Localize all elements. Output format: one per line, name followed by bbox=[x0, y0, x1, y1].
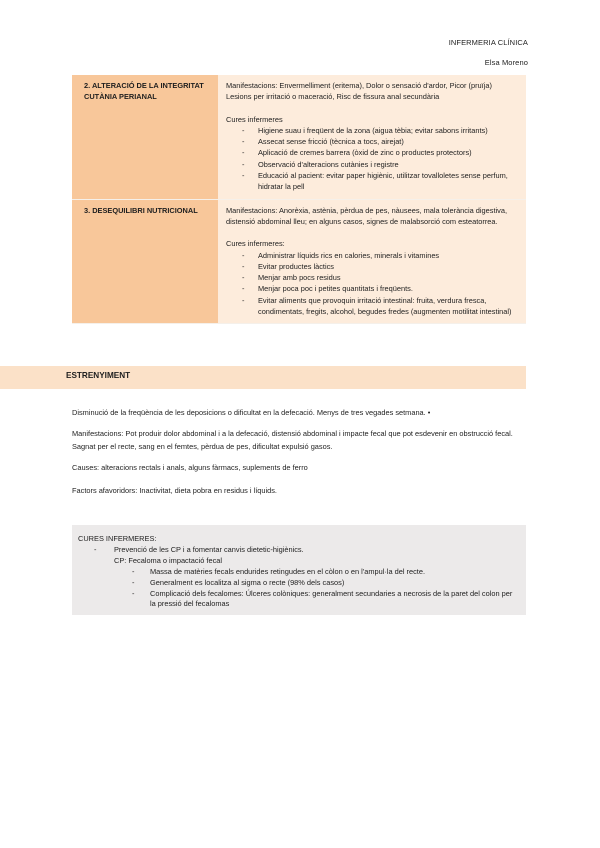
list-item: - Assecat sense fricció (tècnica a tocs, airejat) bbox=[258, 136, 518, 147]
manifestations-text: Manifestacions: Envermelliment (eritema), Dolor o sensació d'ardor, Picor (pruïja) Lesions per irritació o maceració, Risc de fissura anal secundària bbox=[226, 81, 492, 102]
diagnosis-label: 3. DESEQUILIBRI NUTRICIONAL bbox=[84, 205, 198, 215]
list-item: - Higiene suau i freqüent de la zona (aigua tèbia; evitar sabons irritants) bbox=[258, 125, 518, 136]
list-item: - Observació d'alteracions cutànies i registre bbox=[258, 159, 518, 170]
diagnosis-detail-cell bbox=[218, 75, 526, 199]
care-box-list bbox=[150, 567, 518, 610]
diagnosis-detail-cell bbox=[218, 199, 526, 324]
section-header-bar bbox=[0, 366, 526, 389]
document-header-title: INFERMERIA CLÍNICA bbox=[448, 38, 528, 47]
diagnosis-label: 2. ALTERACIÓ DE LA INTEGRITAT CUTÀNIA PERIANAL bbox=[84, 81, 204, 102]
cures-title: Cures infermeres: bbox=[226, 239, 285, 249]
list-item: - Menjar poca poc i petites quantitats i freqüents. bbox=[258, 283, 518, 294]
factors-paragraph: Factors afavoridors: Inactivitat, dieta pobra en residus i líquids. bbox=[72, 486, 277, 495]
document-author: Elsa Moreno bbox=[484, 58, 528, 67]
list-item: - Complicació dels fecalomes: Úlceres colòniques: generalment secundaries a necrosis de la paret del colon per la pressió del fecalomas bbox=[150, 589, 518, 611]
list-item: - Evitar aliments que provoquin irritació intestinal: fruita, verdura fresca, condimentats, fregits, alcohol, begudes fredes (augmenten motilitat intestinal) bbox=[258, 295, 518, 318]
cures-list bbox=[226, 125, 518, 193]
causes-paragraph: Causes: alteracions rectals i anals, alguns fàrmacs, suplements de ferro bbox=[72, 463, 308, 472]
list-item: - Evitar productes làctics bbox=[258, 261, 518, 272]
list-item: - Administrar líquids rics en calories, minerals i vitamines bbox=[258, 250, 518, 261]
care-box-title: CURES INFERMERES: bbox=[78, 534, 157, 543]
table-row bbox=[72, 75, 526, 199]
cures-title: Cures infermeres bbox=[226, 114, 283, 124]
nursing-diagnosis-table bbox=[72, 75, 526, 324]
manifestations-text: Manifestacions: Anorèxia, astènia, pèrdua de pes, nàusees, mala tolerància digestiva, distensió abdominal lleu; en alguns casos, signes de malabsorció com esteatorrea. bbox=[226, 205, 508, 226]
care-box-line: - Prevenció de les CP i a fomentar canvis dietetic-higiènics. bbox=[114, 545, 304, 556]
manifestations-paragraph: Manifestacions: Pot produir dolor abdominal i a la defecació, distensió abdominal i impacte fecal que pot esdevenir en obstrucció fecal. Sagnat per el recte, sang en el femtes, pèrdua de pes, dificultat expulsió gasos. bbox=[72, 429, 513, 451]
diagnosis-label-cell bbox=[72, 75, 218, 199]
nursing-care-box bbox=[72, 525, 526, 615]
cures-list bbox=[226, 250, 518, 318]
list-item: - Educació al pacient: evitar paper higiènic, utilitzar tovalloletes sense perfum, hidratar la pell bbox=[258, 170, 518, 193]
list-item: - Massa de matèries fecals endurides retingudes en el còlon o en l'ampul·la del recte. bbox=[150, 567, 518, 578]
list-item: - Aplicació de cremes barrera (òxid de zinc o productes protectors) bbox=[258, 147, 518, 158]
list-item: - Generalment es localitza al sigma o recte (98% dels casos) bbox=[150, 578, 518, 589]
section-title: ESTRENYIMENT bbox=[66, 371, 131, 380]
diagnosis-label-cell bbox=[72, 199, 218, 324]
definition-paragraph: Disminució de la freqüència de les deposicions o dificultat en la defecació. Menys de tres vegades setmana. • bbox=[72, 408, 431, 417]
list-item: - Menjar amb pocs residus bbox=[258, 272, 518, 283]
table-row bbox=[72, 199, 526, 324]
care-box-subtitle: CP: Fecaloma o impactació fecal bbox=[114, 556, 223, 565]
